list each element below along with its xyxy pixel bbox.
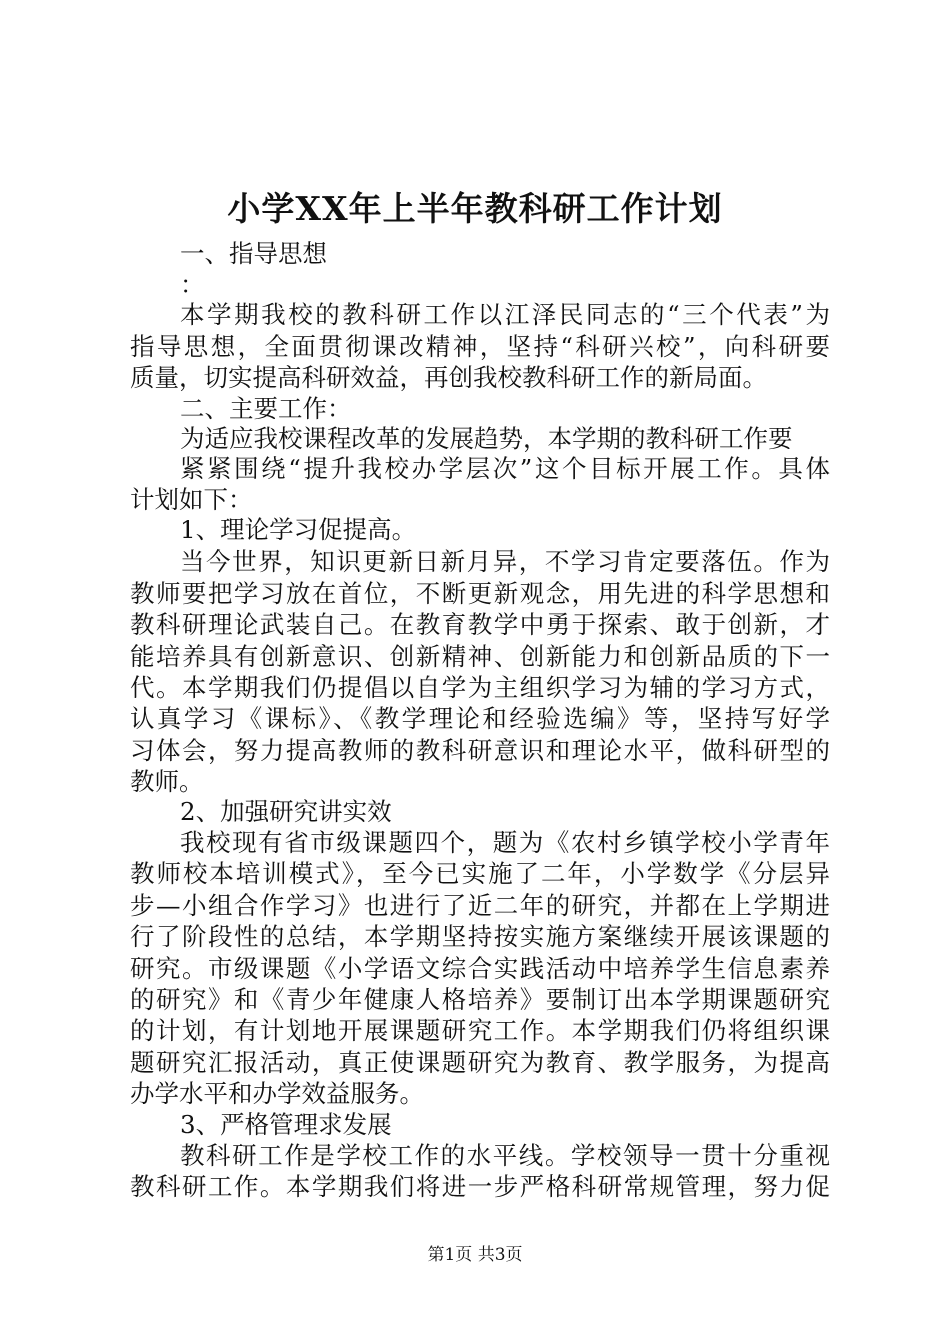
body-text-line: 紧紧围绕“提升我校办学层次”这个目标开展工作。具体	[180, 454, 830, 483]
body-text-line: 办学水平和办学效益服务。	[130, 1079, 424, 1108]
body-text-line: 教师要把学习放在首位，不断更新观念，用先进的科学思想和	[130, 579, 830, 608]
body-text-line: 教师校本培训模式》，至今已实施了二年，小学数学《分层异	[130, 859, 830, 888]
body-text-line: 教科研工作是学校工作的水平线。学校领导一贯十分重视	[180, 1141, 830, 1170]
body-text-line: 行了阶段性的总结，本学期坚持按实施方案继续开展该课题的	[130, 922, 830, 951]
body-text-line: 认真学习《课标》、《教学理论和经验选编》等，坚持写好学	[130, 704, 830, 733]
page-footer: 第1页 共3页	[427, 1245, 523, 1265]
body-text-line: 质量，切实提高科研效益，再创我校教科研工作的新局面。	[130, 363, 767, 392]
body-text-line: 二、主要工作：	[180, 394, 352, 423]
body-text-line: 题研究汇报活动，真正使课题研究为教育、教学服务，为提高	[130, 1048, 830, 1077]
body-text-line: 当今世界，知识更新日新月异，不学习肯定要落伍。作为	[180, 547, 830, 576]
body-text-line: 习体会，努力提高教师的教科研意识和理论水平，做科研型的	[130, 736, 830, 765]
body-text-line: 的计划，有计划地开展课题研究工作。本学期我们仍将组织课	[130, 1016, 830, 1045]
body-text-line: 计划如下：	[130, 485, 253, 514]
body-text-line: 1、理论学习促提高。	[180, 515, 417, 544]
body-text-line: 指导思想，全面贯彻课改精神，坚持“科研兴校”，向科研要	[130, 332, 830, 361]
body-text-line: ：	[180, 270, 205, 299]
body-text-line: 研究。市级课题《小学语文综合实践活动中培养学生信息素养	[130, 954, 830, 983]
body-text-line: 代。本学期我们仍提倡以自学为主组织学习为辅的学习方式，	[130, 673, 830, 702]
document-title: 小学XX年上半年教科研工作计划	[227, 189, 723, 228]
body-text-line: 3、严格管理求发展	[180, 1110, 392, 1139]
body-text-line: 教科研理论武装自己。在教育教学中勇于探索、敢于创新，才	[130, 610, 830, 639]
body-text-line: 步—小组合作学习》也进行了近二年的研究，并都在上学期进	[130, 891, 830, 920]
body-text-line: 一、指导思想	[180, 239, 327, 268]
body-text-line: 的研究》和《青少年健康人格培养》要制订出本学期课题研究	[130, 985, 830, 1014]
body-text-line: 教科研工作。本学期我们将进一步严格科研常规管理，努力促	[130, 1172, 830, 1201]
body-text-line: 为适应我校课程改革的发展趋势，本学期的教科研工作要	[180, 424, 793, 453]
body-text-line: 教师。	[130, 767, 204, 796]
body-text-line: 2、加强研究讲实效	[180, 797, 392, 826]
body-text-line: 本学期我校的教科研工作以江泽民同志的“三个代表”为	[180, 300, 830, 329]
body-text-line: 能培养具有创新意识、创新精神、创新能力和创新品质的下一	[130, 642, 830, 671]
body-text-line: 我校现有省市级课题四个，题为《农村乡镇学校小学青年	[180, 828, 830, 857]
